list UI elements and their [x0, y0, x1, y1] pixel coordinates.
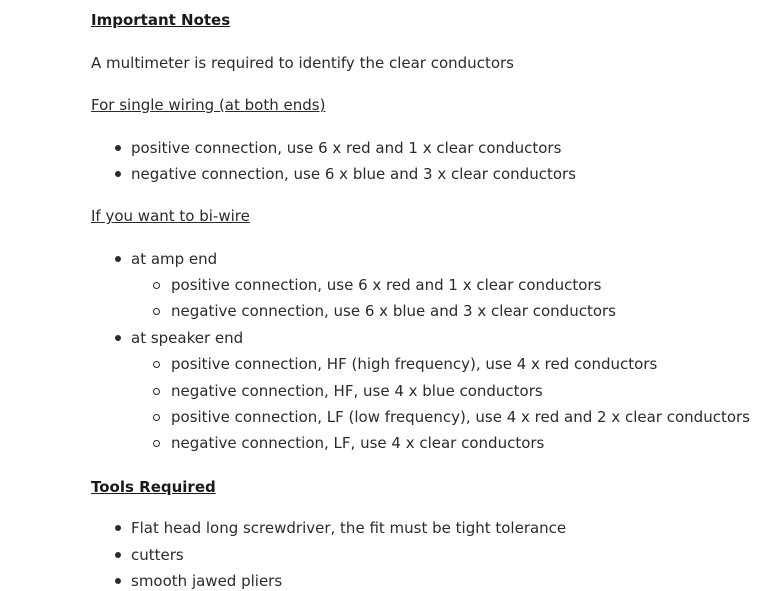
biwire-heading: If you want to bi-wire	[91, 207, 250, 225]
single-wiring-heading: For single wiring (at both ends)	[91, 96, 326, 114]
list-item-text: negative connection, use 6 x blue and 3 x clear conductors	[131, 165, 576, 183]
list-item-text: Flat head long screwdriver, the fit must be tight tolerance	[131, 519, 567, 537]
bullet-disc-icon	[115, 552, 121, 558]
bullet-disc-icon	[115, 525, 121, 531]
bullet-circle-icon	[153, 388, 160, 395]
bullet-circle-icon	[153, 361, 160, 368]
sub-list-item-text: positive connection, HF (high frequency), use 4 x red conductors	[171, 355, 658, 373]
important-notes-heading: Important Notes	[91, 11, 231, 29]
bullet-disc-icon	[115, 256, 121, 262]
sub-list-item-text: negative connection, use 6 x blue and 3 x clear conductors	[171, 302, 616, 320]
bullet-circle-icon	[153, 440, 160, 447]
bullet-disc-icon	[115, 145, 121, 151]
tools-required-heading: Tools Required	[91, 478, 216, 496]
sub-list-item-text: negative connection, LF, use 4 x clear conductors	[171, 434, 545, 452]
sub-list-item-text: positive connection, LF (low frequency), use 4 x red and 2 x clear conductors	[171, 408, 750, 426]
sub-list-item-text: positive connection, use 6 x red and 1 x clear conductors	[171, 276, 602, 294]
bullet-disc-icon	[115, 171, 121, 177]
bullet-circle-icon	[153, 308, 160, 315]
intro-paragraph: A multimeter is required to identify the clear conductors	[91, 54, 514, 72]
list-item-text: at amp end	[131, 250, 218, 268]
bullet-circle-icon	[153, 414, 160, 421]
bullet-circle-icon	[153, 282, 160, 289]
list-item-text: positive connection, use 6 x red and 1 x clear conductors	[131, 139, 562, 157]
list-item-text: cutters	[131, 546, 184, 564]
sub-list-item-text: negative connection, HF, use 4 x blue conductors	[171, 382, 543, 400]
bullet-disc-icon	[115, 578, 121, 584]
bullet-disc-icon	[115, 335, 121, 341]
list-item-text: smooth jawed pliers	[131, 572, 283, 590]
list-item-text: at speaker end	[131, 329, 244, 347]
